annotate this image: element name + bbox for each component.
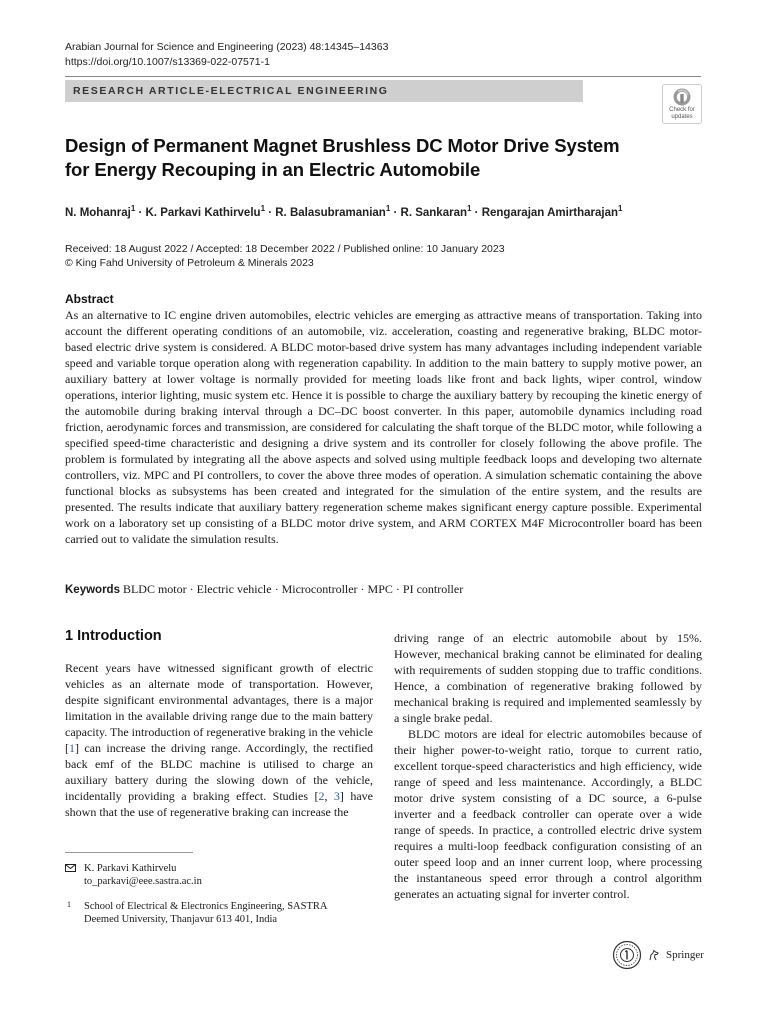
author-name[interactable]: K. Parkavi Kathirvelu [145,206,261,219]
doi-link[interactable]: https://doi.org/10.1007/s13369-022-07571-1 [65,56,270,68]
journal-line: Arabian Journal for Science and Engineering (2023) 48:14345–14363 [65,41,389,53]
author-list: N. Mohanraj$^1$ · K. Parkavi Kathirvelu$^1$ · R. Balasubramanian$^1$ · R. Sankaran$^1$ · Rengarajan Amirtharajan$^1$ [65,204,623,219]
abstract-heading: Abstract [65,292,114,306]
affiliation-line: School of Electrical & Electronics Engineering, SASTRA [84,901,328,912]
affiliation-line: Deemed University, Thanjavur 613 401, India [84,914,278,925]
badge-line-1: Check for [669,107,695,113]
paragraph-continuation: driving range of an electric automobile about by 15%. However, mechanical braking cannot be eliminated for dealing with requirements of sudden stopping due to traffic conditions. Hence, a combination of regenerative braking followed by mechanical braking is required and implemented seamlessly by a single brake pedal. [394,631,702,725]
footnote-rule [65,852,193,853]
author-name[interactable]: R. Sankaran [400,206,467,219]
keywords-label: Keywords [65,584,120,596]
copyright-line: © King Fahd University of Petroleum & Minerals 2023 [65,257,314,269]
article-type-banner [65,80,583,102]
corresponding-author-footnote [65,862,202,888]
corresponding-author-name: K. Parkavi Kathirvelu [84,863,177,874]
publication-dates [65,242,505,270]
article-type-label: RESEARCH ARTICLE-ELECTRICAL ENGINEERING [73,85,389,97]
keywords [65,582,463,597]
author-affil-mark: 1 [385,204,391,213]
intro-text-c: ] have shown that the use of regenerative braking can increase the [65,789,373,819]
springer-seal-icon [612,940,642,970]
author-name[interactable]: R. Balasubramanian [275,206,386,219]
journal-reference [65,40,388,70]
corresponding-author-email[interactable]: to_parkavi@eee.sastra.ac.in [84,876,202,887]
author-affil-mark: 1 [467,204,472,213]
article-title: Design of Permanent Magnet Brushless DC Motor Drive System for Energy Recouping in an Electric Automobile [65,135,620,180]
author-name[interactable]: N. Mohanraj [65,206,131,219]
author-affil-mark: 1 [618,204,623,213]
check-updates-icon [672,87,692,107]
publisher-name: Springer [666,949,704,961]
author-affil-mark: 1 [260,204,266,213]
citation-link[interactable]: 1 [69,741,75,755]
springer-horse-icon [648,949,660,961]
citation-link[interactable]: 2 [318,789,325,803]
mail-icon [65,864,76,872]
intro-paragraph [65,660,373,820]
intro-text-a: Recent years have witnessed significant growth of electric vehicles as an alternate mode of transportation. However, despite significant environmental advantages, there is a major limitation in the available driving range due to the main battery capacity. The introduction of regenerative braking in the vehicle [ [65,661,373,755]
affiliation-mark: 1 [67,900,71,909]
affiliation-footnote [65,900,365,926]
check-for-updates-badge[interactable] [662,84,702,124]
left-column [65,660,373,820]
paragraph-bldc: BLDC motors are ideal for electric automobiles because of their higher power-to-weight ratio, torque to current ratio, excellent torque-speed characteristics and high efficiency, wide range of speed and less maintenance. Accordingly, a BLDC motor drive system consisting of a DC source, a 6-pulse inverter and a feedback controller can operate over a wide range of speeds. In practice, a controlled electric drive system requires a multi-loop feedback configuration consisting of an outer speed loop and an inner current loop, where processing the instantaneous speed error through a control algorithm generates an actuating signal for inverter control. [394,727,702,901]
citation-separator: , [324,789,334,803]
intro-text-b: ] can increase the driving range. Accordingly, the rectified back emf of the BLDC machine is utilised to charge an auxiliary battery during the slowing down of the vehicle, incidentally providing a braking effect. Studies [ [65,741,373,803]
header-rule [65,76,701,77]
author-affil-mark: 1 [130,204,136,213]
history-line: Received: 18 August 2022 / Accepted: 18 December 2022 / Published online: 10 January 2023 [65,243,505,255]
citation-link[interactable]: 3 [333,789,340,803]
abstract-text: As an alternative to IC engine driven automobiles, electric vehicles are emerging as attractive means of transportation. Taking into account the different operating conditions of an automobile, viz. acceleration, coasting and regenerative braking, BLDC motor-based electric drive system is considered. A BLDC motor-based drive system has many advantages including independent variable speed and variable torque operation along with regeneration capability. In addition to the main battery to supply motive power, an auxiliary battery at lower voltage is normally provided for meeting loads like front and back lights, wiper control, window operations, interior lighting, music system etc. Hence it is possible to charge the auxiliary battery by recouping the kinetic energy of the automobile during braking interval through a DC–DC boost converter. In this paper, automobile dynamics including road friction, aerodynamic forces and transmission, are considered for calculating the shaft torque of the BLDC motor, while following a specified speed-time characteristic and designing a drive system and its controller for closely following the above profile. The problem is formulated by integrating all the above aspects and solved using multiple feedback loops and developing two alternate controllers, viz. MPC and PI controllers, to cover the above three modes of operation. A simulation schematic containing the above functional blocks as subsystems has been created and integrated for the simulation of the entire system, and the results are presented. The results indicate that auxiliary battery regeneration scheme makes significant energy capture possible. Experimental work on a laboratory set up consisting of a BLDC motor drive system, and ARM CORTEX M4F Microcontroller board has been carried out to validate the simulation results. [65,308,702,546]
badge-line-2: updates [671,113,693,120]
keywords-list: BLDC motor · Electric vehicle · Microcontroller · MPC · PI controller [122,582,464,596]
section-heading: 1 Introduction [65,628,162,644]
author-name[interactable]: Rengarajan Amirtharajan [481,206,619,219]
right-column [394,630,702,902]
publisher-logo [612,940,704,970]
